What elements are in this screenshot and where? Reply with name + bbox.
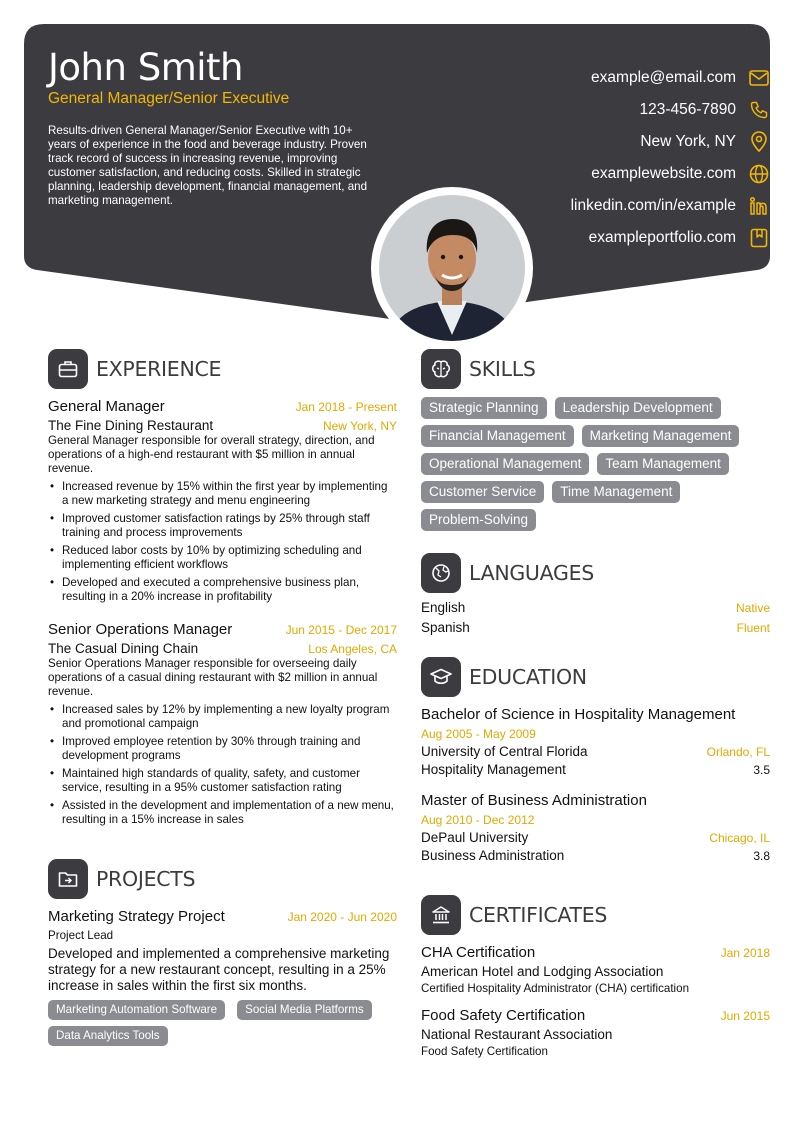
project-tag: Marketing Automation Software (48, 1000, 225, 1020)
job-role: Senior Operations Manager (48, 621, 233, 638)
institution-icon (421, 895, 461, 935)
globe-icon (748, 163, 770, 185)
certificates-section-header (421, 895, 607, 935)
certificates-title: CERTIFICATES (469, 903, 608, 927)
folder-icon (48, 859, 88, 899)
certificate-name: CHA Certification (421, 944, 536, 961)
certificate-description: Food Safety Certification (421, 1045, 548, 1058)
contact-linkedin-text[interactable]: linkedin.com/in/example (570, 197, 736, 214)
skill-chip: Problem-Solving (421, 509, 536, 531)
project-tags (48, 1000, 397, 1052)
linkedin-icon (748, 195, 770, 217)
certificate-item (421, 944, 770, 995)
education-field: Business Administration (421, 848, 565, 863)
education-item (421, 706, 770, 777)
project-description: Developed and implemented a comprehensive marketing strategy for a new restaurant concept, resulting in a 25% increase in sales within the first six months. (48, 946, 390, 993)
job-date: Jun 2015 - Dec 2017 (285, 623, 397, 637)
contact-website-text[interactable]: examplewebsite.com (591, 165, 736, 182)
summary-text: Results-driven General Manager/Senior Executive with 10+ years of experience in the food and beverage industry. Proven track record of success in increasing revenue, improving customer satisfaction, and reducing costs. Skilled in strategic planning, leadership development, financial management, and marketing management. (48, 124, 368, 207)
job-bullets (48, 703, 397, 827)
experience-item (48, 621, 397, 827)
school-location: Chicago, IL (709, 831, 770, 845)
project-tag: Data Analytics Tools (48, 1026, 168, 1046)
job-location: Los Angeles, CA (308, 642, 397, 656)
job-bullet: • Assisted in the development and implementation of a new menu, resulting in a 15% increase in sales (48, 799, 397, 827)
project-name: Marketing Strategy Project (48, 908, 225, 925)
degree-name: Bachelor of Science in Hospitality Management (421, 706, 736, 723)
languages-title: LANGUAGES (469, 561, 594, 585)
skill-chip: Financial Management (421, 425, 574, 447)
project-item (48, 908, 397, 1052)
education-date: Aug 2005 - May 2009 (421, 727, 536, 741)
school-location: Orlando, FL (706, 745, 770, 759)
job-description: Senior Operations Manager responsible for overseeing daily operations of a casual dining restaurant with $2 million in annual revenue. (48, 657, 378, 698)
language-level: Native (735, 601, 770, 615)
education-title: EDUCATION (469, 665, 587, 689)
job-bullet: • Increased revenue by 15% within the first year by implementing a new marketing strategy and menu engineering (48, 480, 397, 508)
skill-chip: Customer Service (421, 481, 544, 503)
skill-chip: Marketing Management (582, 425, 740, 447)
experience-section-header (48, 349, 221, 389)
contact-location-text: New York, NY (640, 133, 736, 150)
job-role: General Manager (48, 398, 165, 415)
contact-phone-text[interactable]: 123-456-7890 (639, 101, 736, 118)
profile-photo-frame (371, 187, 533, 349)
bookmark-icon (748, 227, 770, 249)
education-field: Hospitality Management (421, 762, 566, 777)
contact-website[interactable] (410, 158, 770, 190)
contact-phone[interactable] (410, 94, 770, 126)
certificate-date: Jan 2018 (720, 946, 770, 960)
job-bullets (48, 480, 397, 604)
job-location: New York, NY (322, 419, 397, 433)
graduation-cap-icon (421, 657, 461, 697)
phone-icon (748, 99, 770, 121)
certificate-org: American Hotel and Lodging Association (421, 964, 664, 979)
experience-item (48, 398, 397, 604)
job-description: General Manager responsible for overall strategy, direction, and operations of a high-end restaurant with $5 million in annual revenue. (48, 434, 375, 475)
project-tag: Social Media Platforms (237, 1000, 372, 1020)
language-item (421, 600, 770, 620)
education-gpa: 3.5 (753, 763, 770, 777)
job-bullet: • Developed and executed a comprehensive business plan, resulting in a 20% increase in profitability (48, 576, 397, 604)
certificate-date: Jun 2015 (720, 1009, 770, 1023)
profile-photo (379, 195, 525, 341)
job-bullet: • Increased sales by 12% by implementing a new loyalty program and promotional campaign (48, 703, 397, 731)
projects-title: PROJECTS (96, 867, 196, 891)
certificate-org: National Restaurant Association (421, 1027, 613, 1042)
language-name: Spanish (421, 620, 470, 635)
job-bullet: • Maintained high standards of quality, safety, and customer service, resulting in a 95% customer satisfaction rating (48, 767, 397, 795)
language-item (421, 620, 770, 640)
certificate-description: Certified Hospitality Administrator (CHA) certification (421, 982, 690, 995)
contact-portfolio-text[interactable]: exampleportfolio.com (588, 229, 736, 246)
mail-icon (748, 67, 770, 89)
location-pin-icon (748, 131, 770, 153)
skill-chip: Time Management (552, 481, 680, 503)
language-level: Fluent (736, 621, 770, 635)
job-bullet: • Reduced labor costs by 10% by optimizing scheduling and implementing efficient workflows (48, 544, 397, 572)
languages-list (421, 600, 770, 640)
school-name: University of Central Florida (421, 744, 588, 759)
candidate-name: John Smith (48, 46, 243, 89)
briefcase-icon (48, 349, 88, 389)
education-gpa: 3.8 (753, 849, 770, 863)
job-company: The Casual Dining Chain (48, 641, 199, 656)
job-company: The Fine Dining Restaurant (48, 418, 214, 433)
school-name: DePaul University (421, 830, 529, 845)
language-name: English (421, 600, 466, 615)
skill-chip: Strategic Planning (421, 397, 547, 419)
skills-section-header (421, 349, 536, 389)
experience-title: EXPERIENCE (96, 357, 222, 381)
job-bullet: • Improved employee retention by 30% through training and development programs (48, 735, 397, 763)
skills-title: SKILLS (469, 357, 536, 381)
education-list (421, 706, 770, 863)
brain-icon (421, 349, 461, 389)
language-globe-icon (421, 553, 461, 593)
skill-chip: Team Management (597, 453, 729, 475)
certificate-name: Food Safety Certification (421, 1007, 586, 1024)
degree-name: Master of Business Administration (421, 792, 647, 809)
education-section-header (421, 657, 587, 697)
languages-section-header (421, 553, 594, 593)
candidate-title: General Manager/Senior Executive (48, 90, 290, 107)
certificate-item (421, 1007, 770, 1058)
contact-email[interactable] (410, 62, 770, 94)
skill-chip: Operational Management (421, 453, 589, 475)
education-date: Aug 2010 - Dec 2012 (421, 813, 535, 827)
education-item (421, 792, 770, 863)
contact-email-text[interactable]: example@email.com (591, 69, 736, 86)
project-role: Project Lead (48, 929, 114, 942)
certificates-list (421, 944, 770, 1058)
experience-list (48, 398, 397, 827)
job-date: Jan 2018 - Present (295, 400, 397, 414)
skills-list (421, 397, 770, 537)
project-date: Jan 2020 - Jun 2020 (287, 910, 397, 924)
projects-section-header (48, 859, 195, 899)
job-bullet: • Improved customer satisfaction ratings by 25% through staff training and process improvements (48, 512, 397, 540)
contact-location (410, 126, 770, 158)
skill-chip: Leadership Development (555, 397, 721, 419)
